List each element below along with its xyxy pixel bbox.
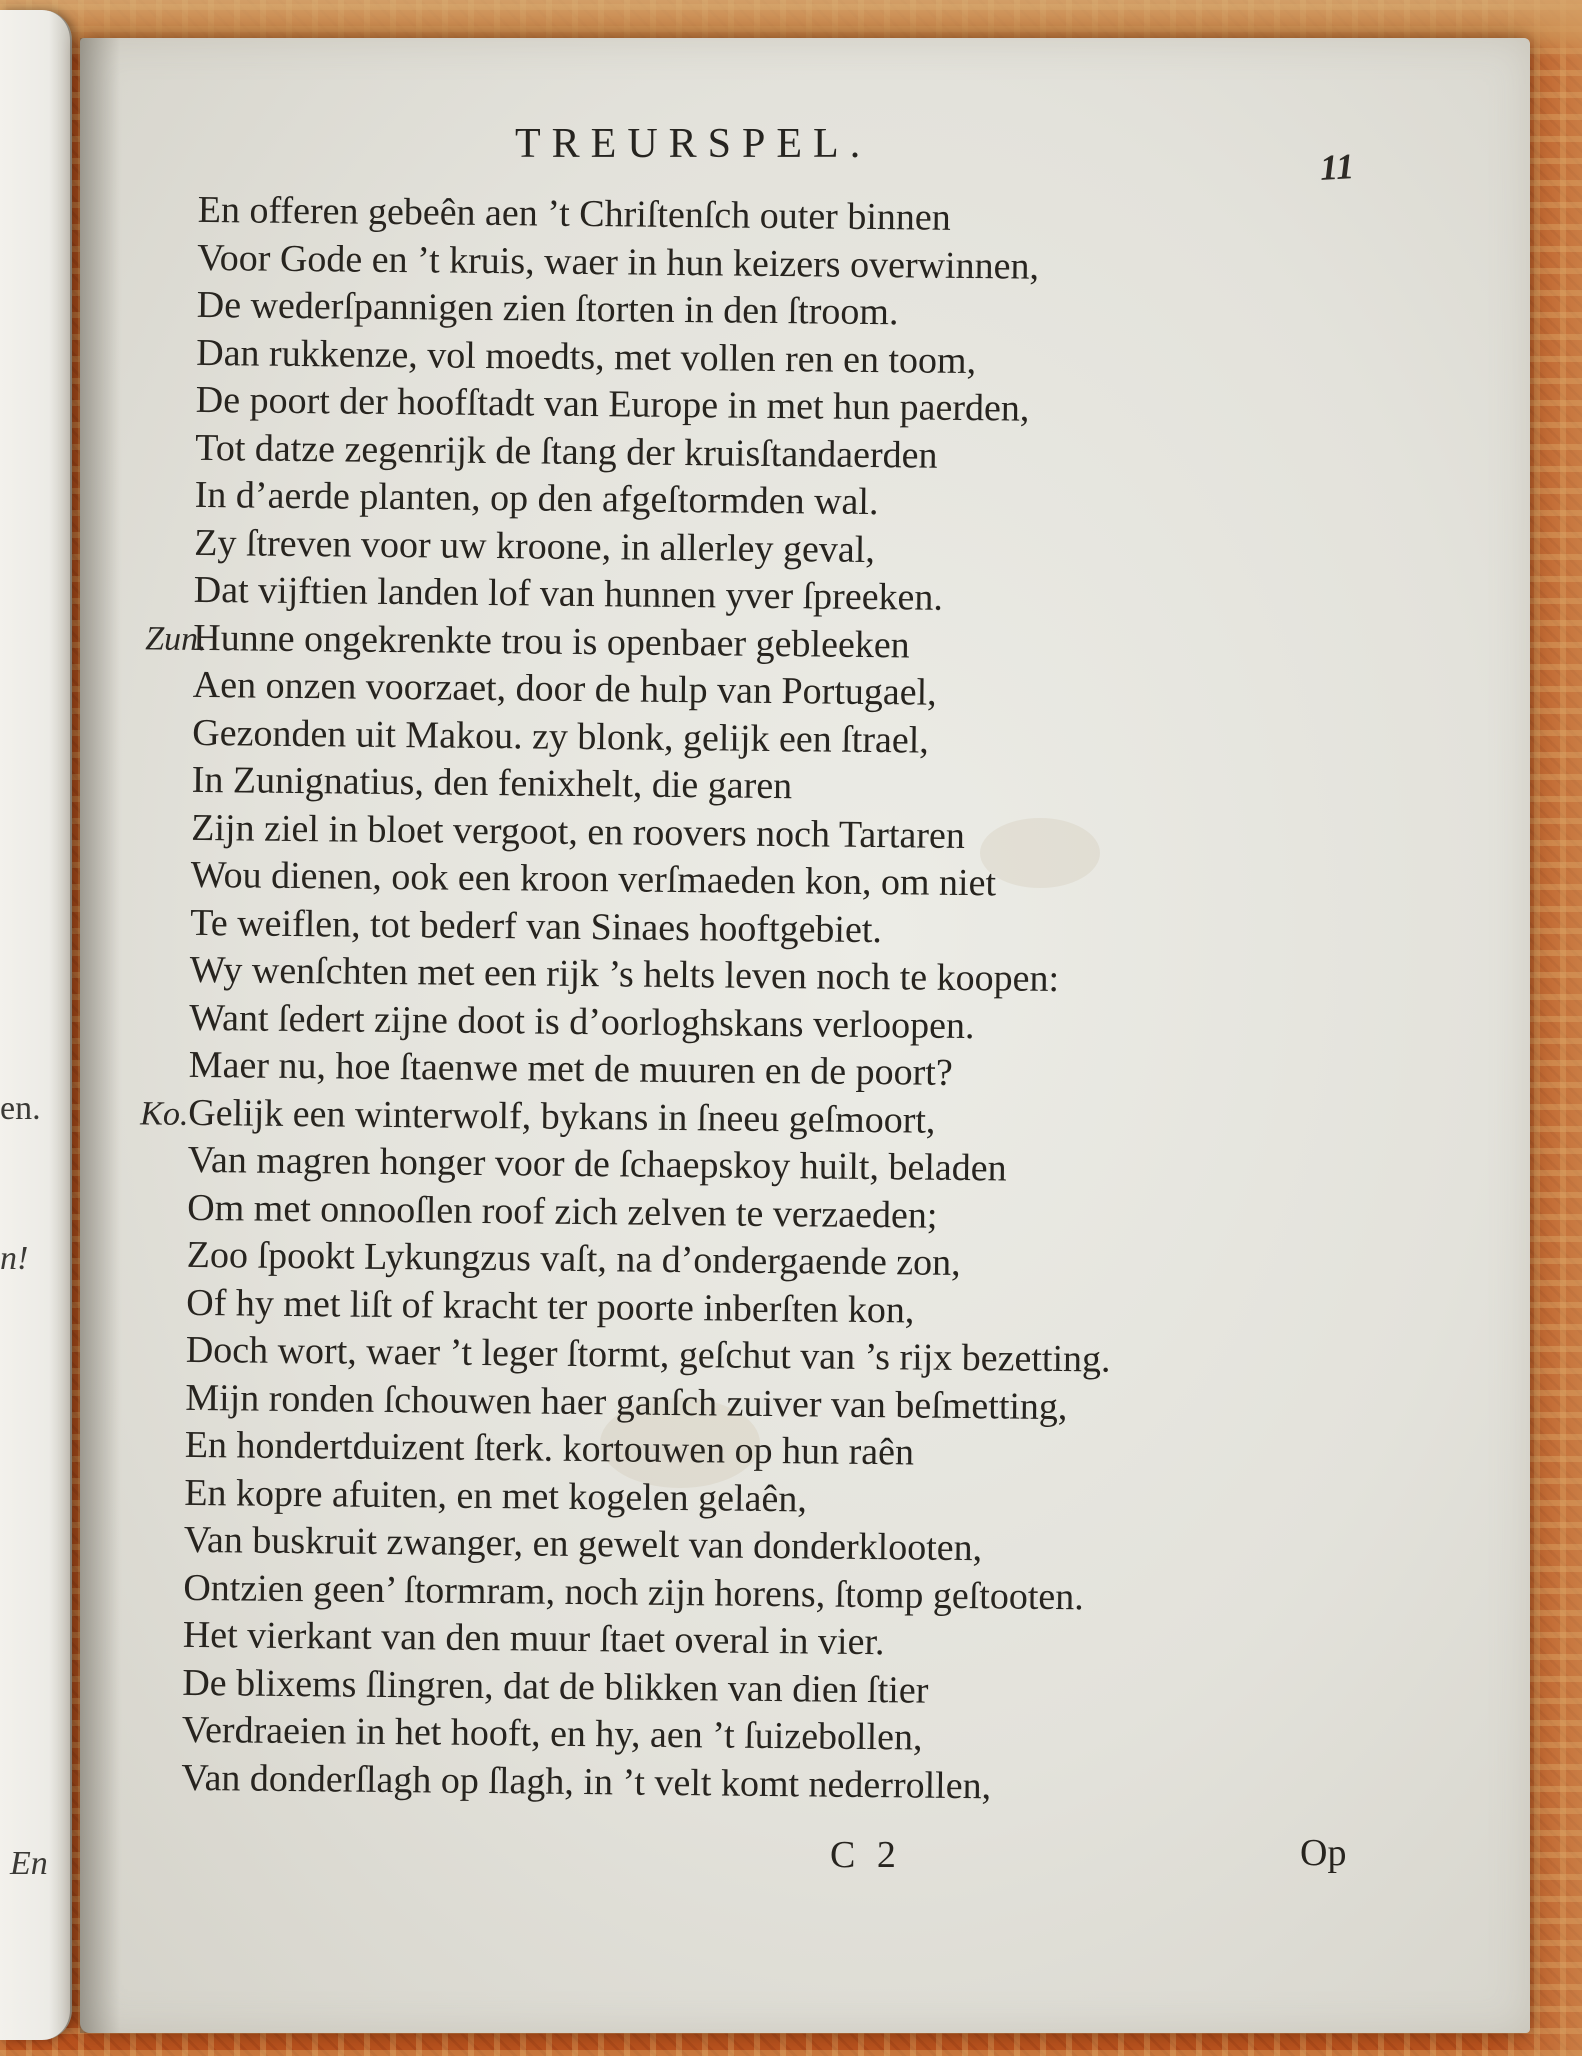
verse-line-text: Van magren honger voor de ſchaepskoy huilt, beladen: [187, 1138, 1007, 1190]
book-page: [80, 38, 1530, 2033]
indent: [102, 981, 190, 982]
verse-line-text: Zijn ziel in bloet vergoot, en roovers noch Tartaren: [191, 806, 966, 857]
indent: [98, 1361, 186, 1362]
indent: [94, 1741, 182, 1742]
indent: [94, 1693, 182, 1694]
indent: [95, 1646, 183, 1647]
verse-line-text: Zoo ſpookt Lykungzus vaſt, na d’ondergaende zon,: [186, 1233, 961, 1284]
previous-page-edge: [0, 10, 72, 2040]
verse-line-text: En hondertduizent ſterk. kortouwen op hun raên: [184, 1423, 915, 1474]
verse-line-text: Want ſedert zijne doot is d’oorloghskans verloopen.: [189, 996, 975, 1047]
indent: [102, 933, 190, 934]
indent: [96, 1503, 184, 1504]
indent: [105, 696, 193, 697]
verse-line-text: In Zunignatius, den fenixhelt, die garen: [191, 758, 793, 808]
verse-line-text: Van donderſlagh op ſlagh, in ’t velt komt nederrollen,: [181, 1756, 992, 1807]
verse-line-text: De blixems ſlingren, dat de blikken van dien ſtier: [182, 1661, 929, 1712]
verse-line-text: De wederſpannigen zien ſtorten in den ſtroom.: [196, 283, 899, 334]
speaker-label: Zun.: [145, 619, 207, 658]
indent: [110, 221, 198, 222]
verse-line-text: Hunne ongekrenkte trou is openbaer gebleeken: [193, 616, 910, 666]
verse-line-text: Doch wort, waer ’t leger ſtormt, geſchut van ’s rijx bezetting.: [185, 1328, 1111, 1381]
indent: [104, 743, 192, 744]
indent: [109, 268, 197, 269]
verse-line-text: Wy wenſchten met een rijk ’s helts leven noch te koopen:: [189, 948, 1060, 1000]
indent: [99, 1266, 187, 1267]
indent: [96, 1551, 184, 1552]
left-page-fragment: n!: [0, 1240, 29, 1277]
indent: [107, 506, 195, 507]
verse-line-text: De poort der hoofſtadt van Europe in met hun paerden,: [195, 378, 1030, 430]
indent: [106, 553, 194, 554]
indent: [95, 1598, 183, 1599]
verse-line-text: Zy ſtreven voor uw kroone, in allerley geval,: [194, 521, 876, 571]
left-page-fragment: En: [10, 1845, 48, 1882]
indent: [108, 363, 196, 364]
verse-text: [93, 186, 1490, 1815]
indent: [99, 1218, 187, 1219]
catchword: Op: [1300, 1832, 1347, 1874]
verse-line-text: Tot datze zegenrijk de ſtang der kruisſtandaerden: [195, 426, 938, 477]
left-page-fragment: en.: [0, 1090, 41, 1127]
indent: [100, 1171, 188, 1172]
verse-line-text: Aen onzen voorzaet, door de hulp van Portugael,: [192, 663, 937, 714]
indent: [106, 601, 194, 602]
verse-line-text: Dan rukkenze, vol moedts, met vollen ren en toom,: [196, 331, 977, 382]
verse-line-text: Ontzien geen’ ſtormram, noch zijn horens, ſtomp geſtooten.: [183, 1566, 1085, 1618]
indent: [103, 886, 191, 887]
indent: [108, 411, 196, 412]
indent: [101, 1028, 189, 1029]
verse-line-text: Gezonden uit Makou. zy blonk, gelijk een ſtrael,: [192, 711, 930, 762]
indent: [93, 1788, 181, 1789]
indent: [97, 1456, 185, 1457]
verse-line-text: Voor Gode en ’t kruis, waer in hun keizers overwinnen,: [197, 236, 1040, 288]
verse-line-text: Van buskruit zwanger, en gewelt van donderklooten,: [183, 1518, 983, 1570]
verse-line-text: Maer nu, hoe ſtaenwe met de muuren en de poort?: [188, 1043, 953, 1094]
verse-line-text: Mijn ronden ſchouwen haer ganſch zuiver van beſmetting,: [185, 1376, 1068, 1428]
verse-line-text: Het vierkant van den muur ſtaet overal in vier.: [182, 1613, 885, 1664]
indent: [101, 1076, 189, 1077]
indent: [97, 1408, 185, 1409]
verse-line-text: Om met onnooſlen roof zich zelven te verzaeden;: [187, 1186, 938, 1237]
verse-line-text: Gelijk een winterwolf, bykans in ſneeu geſmoort,: [188, 1091, 936, 1142]
verse-line-text: In d’aerde planten, op den afgeſtormden wal.: [194, 473, 879, 524]
page-number: 11: [1318, 146, 1356, 188]
verse-line-text: Of hy met liſt of kracht ter poorte inberſten kon,: [186, 1281, 915, 1331]
gathering-signature: C 2: [830, 1834, 902, 1876]
indent: [107, 458, 195, 459]
verse-line-text: Wou dienen, ook een kroon verſmaeden kon, om niet: [190, 853, 997, 905]
indent: [109, 316, 197, 317]
verse-line-text: En kopre afuiten, en met kogelen gelaên,: [184, 1471, 808, 1520]
indent: [98, 1313, 186, 1314]
verse-line-text: Dat vijftien landen lof van hunnen yver ſpreeken.: [193, 568, 944, 619]
indent: [104, 791, 192, 792]
running-head: TREURSPEL.: [515, 121, 872, 167]
speaker-label: Ko.: [140, 1094, 189, 1133]
verse-line-text: Te weiflen, tot bederf van Sinaes hooftgebiet.: [190, 901, 883, 951]
verse-line-text: En offeren gebeên aen ’t Chriſtenſch outer binnen: [197, 188, 951, 239]
verse-line-text: Verdraeien in het hooft, en hy, aen ’t ſuizebollen,: [181, 1708, 923, 1759]
indent: [103, 838, 191, 839]
